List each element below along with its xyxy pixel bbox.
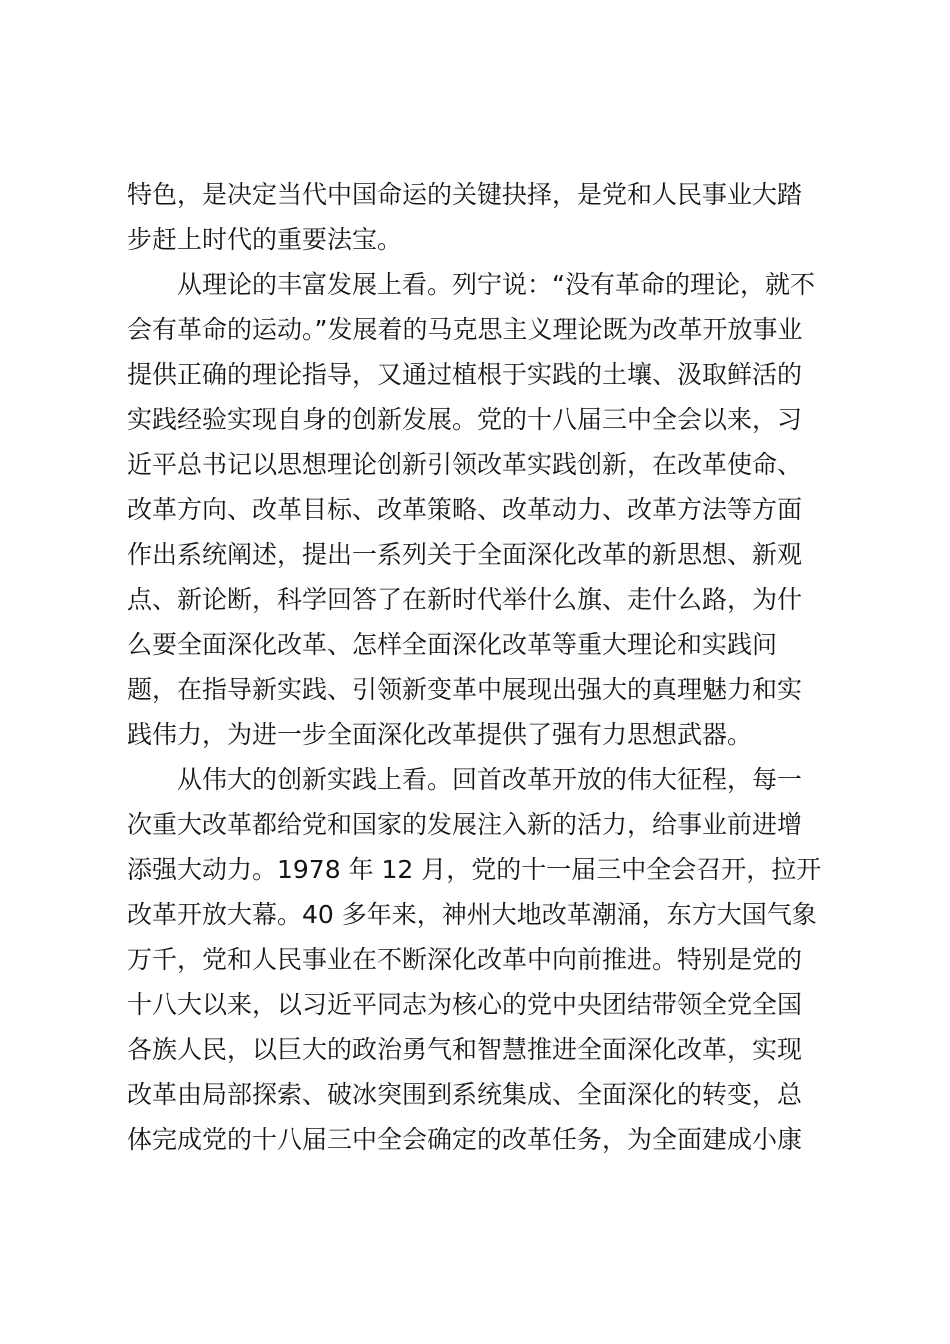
paragraph-start-line: 从伟大的创新实践上看。回首改革开放的伟大征程，每一 bbox=[177, 765, 803, 794]
text-line: 题，在指导新实践、引领新变革中展现出强大的真理魅力和实 bbox=[127, 675, 803, 704]
text-line: 实践经验实现自身的创新发展。党的十八届三中全会以来，习 bbox=[127, 405, 803, 434]
text-line: 改革由局部探索、破冰突围到系统集成、全面深化的转变，总 bbox=[127, 1080, 803, 1109]
text-line: 会有革命的运动。”发展着的马克思主义理论既为改革开放事业 bbox=[127, 315, 803, 344]
paragraph-start-line: 从理论的丰富发展上看。列宁说：“没有革命的理论，就不 bbox=[177, 270, 815, 299]
text-line: 添强大动力。1978 年 12 月，党的十一届三中全会召开，拉开 bbox=[127, 855, 822, 884]
text-line: 么要全面深化改革、怎样全面深化改革等重大理论和实践问 bbox=[127, 630, 778, 659]
text-line: 近平总书记以思想理论创新引领改革实践创新，在改革使命、 bbox=[127, 450, 803, 479]
text-line: 提供正确的理论指导，又通过植根于实践的土壤、汲取鲜活的 bbox=[127, 360, 803, 389]
text-line: 点、新论断，科学回答了在新时代举什么旗、走什么路，为什 bbox=[127, 585, 803, 614]
text-line: 改革开放大幕。40 多年来，神州大地改革潮涌，东方大国气象 bbox=[127, 900, 817, 929]
text-line: 特色，是决定当代中国命运的关键抉择，是党和人民事业大踏 bbox=[127, 180, 803, 209]
body-text bbox=[127, 172, 827, 1162]
text-line: 次重大改革都给党和国家的发展注入新的活力，给事业前进增 bbox=[127, 810, 803, 839]
text-line: 践伟力，为进一步全面深化改革提供了强有力思想武器。 bbox=[127, 720, 753, 749]
text-line: 改革方向、改革目标、改革策略、改革动力、改革方法等方面 bbox=[127, 495, 803, 524]
text-line: 步赶上时代的重要法宝。 bbox=[127, 225, 403, 254]
text-line: 各族人民，以巨大的政治勇气和智慧推进全面深化改革，实现 bbox=[127, 1035, 803, 1064]
text-line: 作出系统阐述，提出一系列关于全面深化改革的新思想、新观 bbox=[127, 540, 803, 569]
text-line: 体完成党的十八届三中全会确定的改革任务，为全面建成小康 bbox=[127, 1125, 803, 1154]
text-line: 十八大以来，以习近平同志为核心的党中央团结带领全党全国 bbox=[127, 990, 803, 1019]
text-line: 万千，党和人民事业在不断深化改革中向前推进。特别是党的 bbox=[127, 945, 803, 974]
